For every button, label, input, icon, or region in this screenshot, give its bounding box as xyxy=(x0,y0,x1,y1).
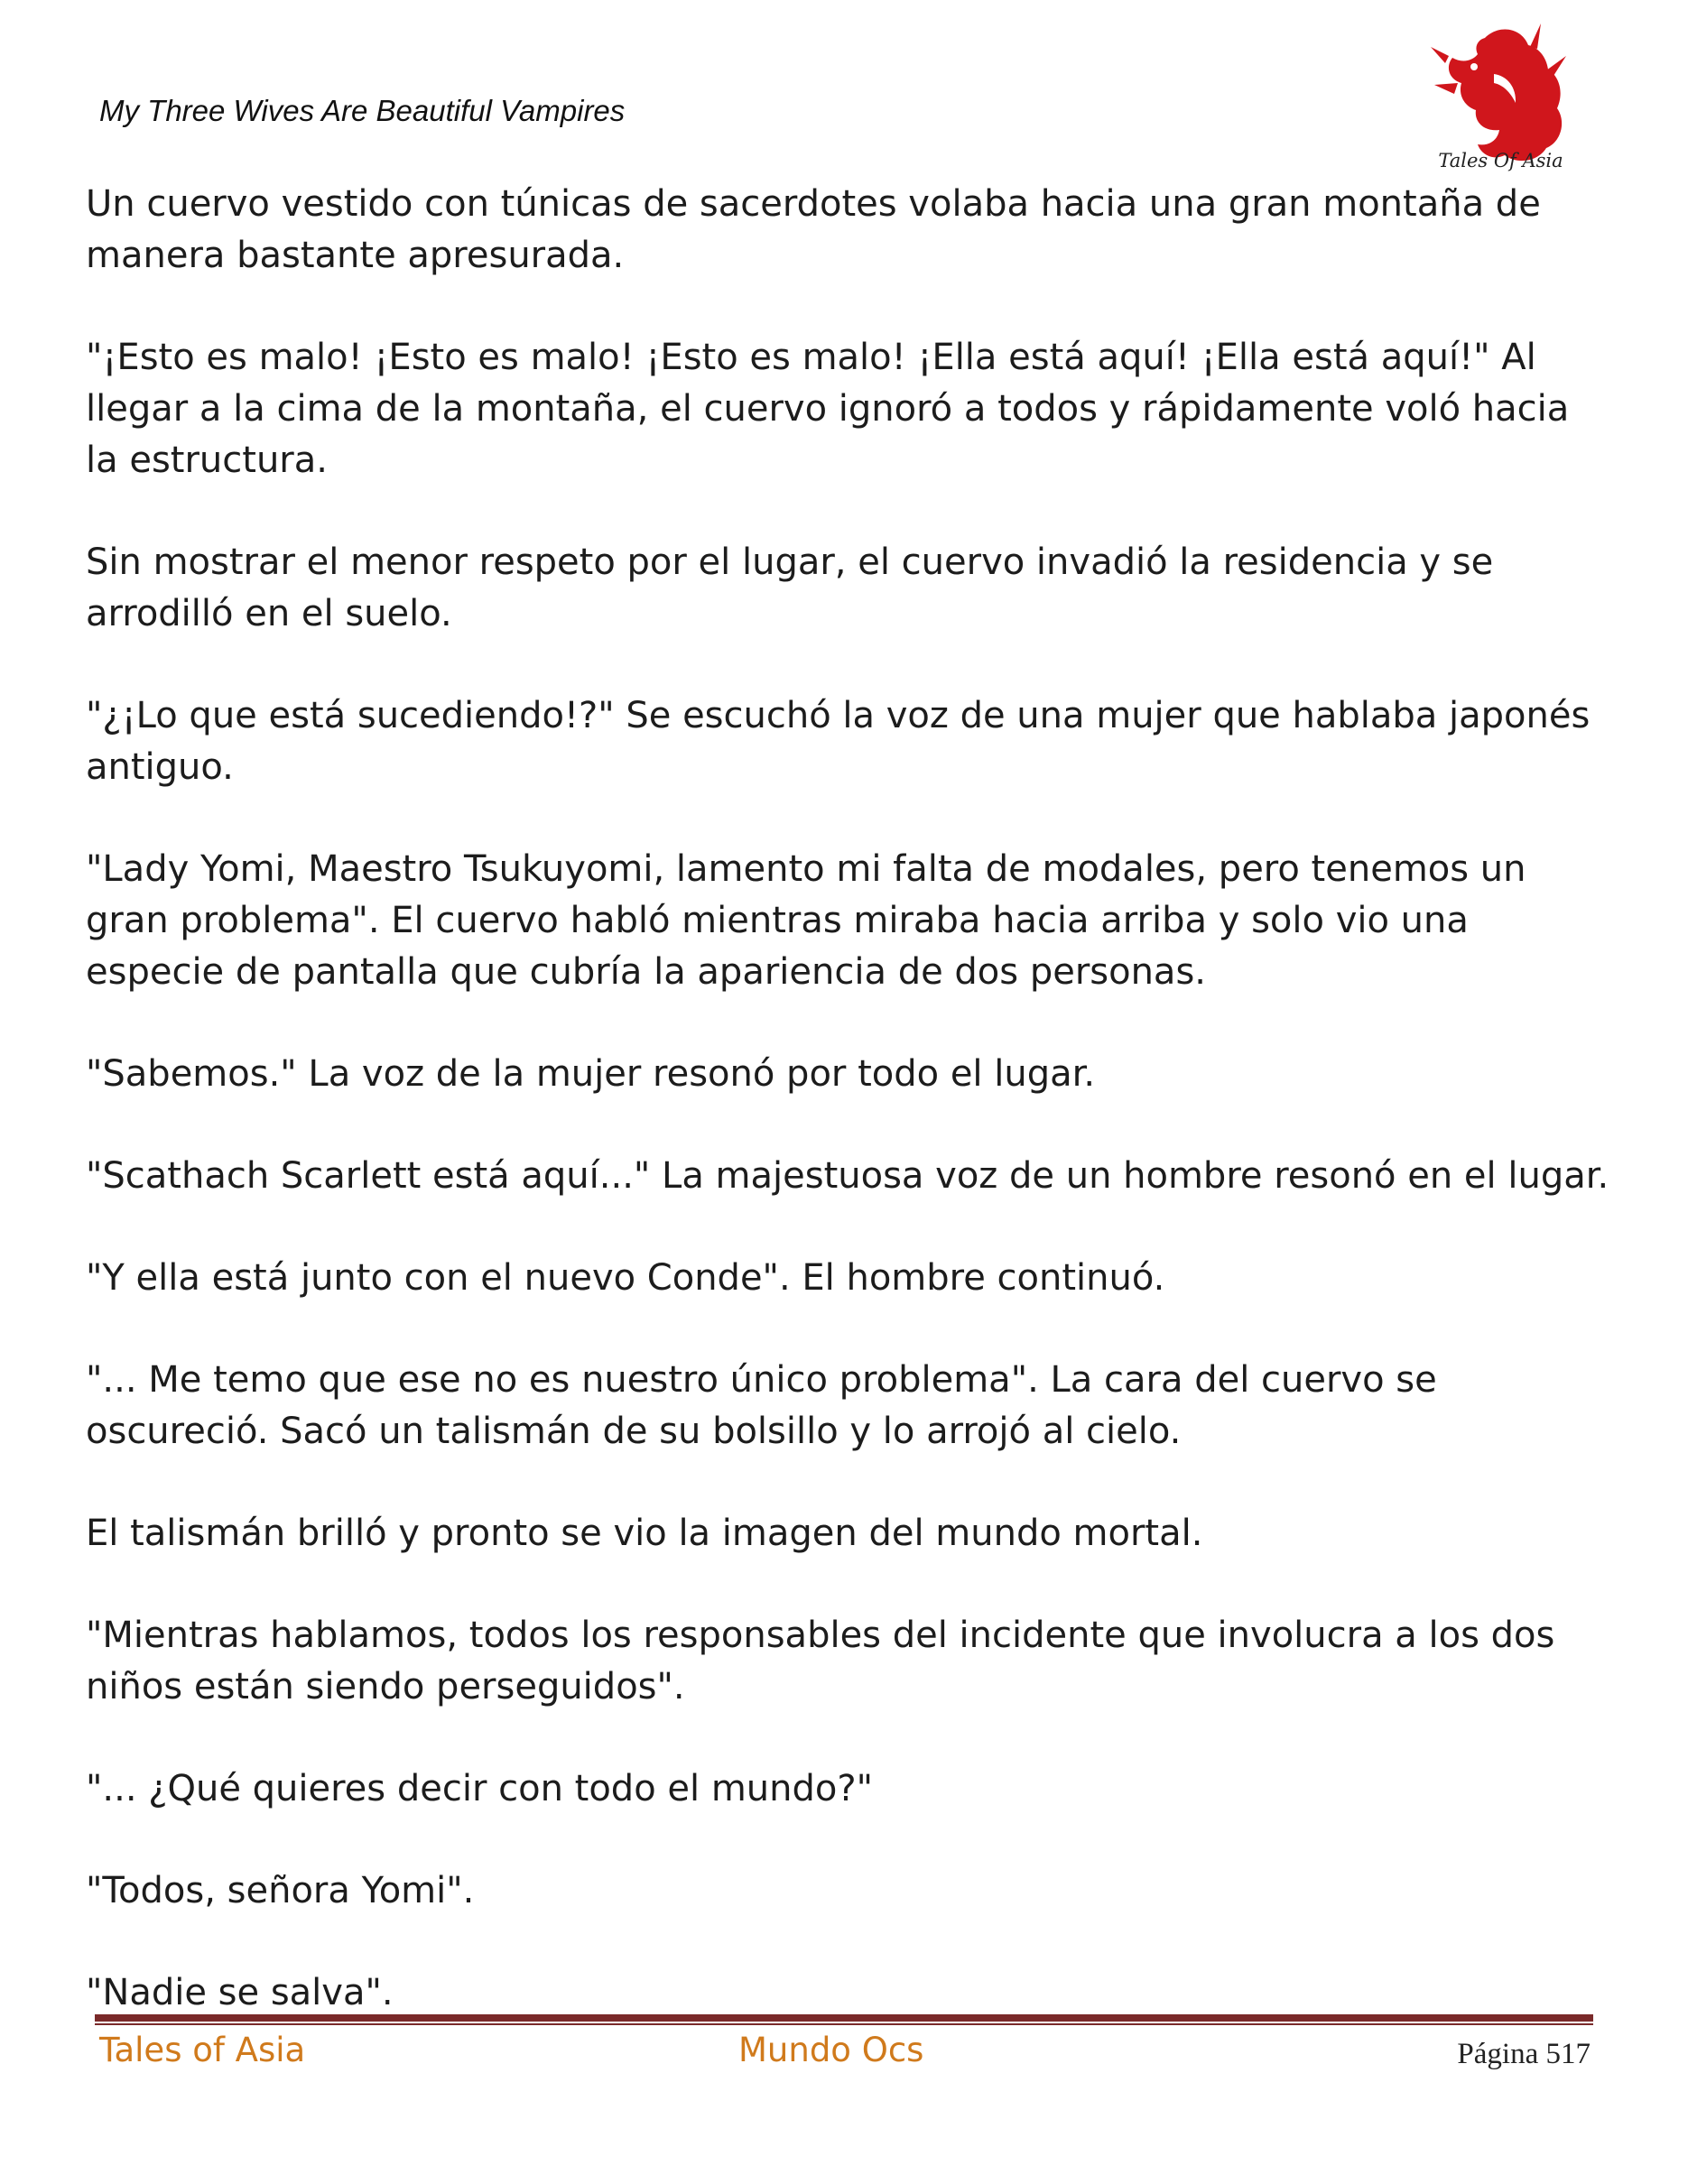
paragraph: "... ¿Qué quieres decir con todo el mundo?" xyxy=(86,1768,873,1809)
paragraph: "Todos, señora Yomi". xyxy=(86,1870,475,1911)
page-number: Página 517 xyxy=(1457,2038,1591,2070)
paragraph: "... Me temo que ese no es nuestro único problema". La cara del cuervo se oscureció. Sacó un talismán de su bolsillo y lo arrojó al cielo. xyxy=(86,1359,1437,1452)
footer-translator: Mundo Ocs xyxy=(738,2031,924,2069)
footer-divider-thin xyxy=(95,2023,1593,2025)
paragraph: "Mientras hablamos, todos los responsables del incidente que involucra a los dos niños están siendo perseguidos". xyxy=(86,1615,1555,1707)
paragraph: Un cuervo vestido con túnicas de sacerdotes volaba hacia una gran montaña de manera bastante apresurada. xyxy=(86,183,1541,276)
footer-site-name: Tales of Asia xyxy=(99,2031,306,2069)
paragraph: Sin mostrar el menor respeto por el lugar, el cuervo invadió la residencia y se arrodilló en el suelo. xyxy=(86,541,1494,634)
paragraph: "Lady Yomi, Maestro Tsukuyomi, lamento mi falta de modales, pero tenemos un gran problema". El cuervo habló mientras miraba hacia arriba y solo vio una especie de pantalla que cubría la apariencia de dos personas. xyxy=(86,848,1526,993)
footer-divider-thick xyxy=(95,2014,1593,2022)
paragraph: "Sabemos." La voz de la mujer resonó por todo el lugar. xyxy=(86,1053,1096,1095)
paragraph: "¿¡Lo que está sucediendo!?" Se escuchó la voz de una mujer que hablaba japonés antiguo. xyxy=(86,695,1591,788)
footer-divider xyxy=(95,2014,1593,2025)
paragraph: "Y ella está junto con el nuevo Conde". El hombre continuó. xyxy=(86,1257,1165,1299)
document-header-title: My Three Wives Are Beautiful Vampires xyxy=(99,94,626,127)
paragraph: "¡Esto es malo! ¡Esto es malo! ¡Esto es malo! ¡Ella está aquí! ¡Ella está aquí!" Al llegar a la cima de la montaña, el cuervo ignoró a todos y rápidamente voló hacia la estructura. xyxy=(86,337,1570,481)
logo-text: Tales Of Asia xyxy=(1438,150,1563,171)
paragraph: "Nadie se salva". xyxy=(86,1972,394,2013)
paragraph: El talismán brilló y pronto se vio la imagen del mundo mortal. xyxy=(86,1513,1203,1554)
chapter-body xyxy=(86,179,1611,2069)
paragraph: "Scathach Scarlett está aquí..." La majestuosa voz de un hombre resonó en el lugar. xyxy=(86,1155,1609,1197)
